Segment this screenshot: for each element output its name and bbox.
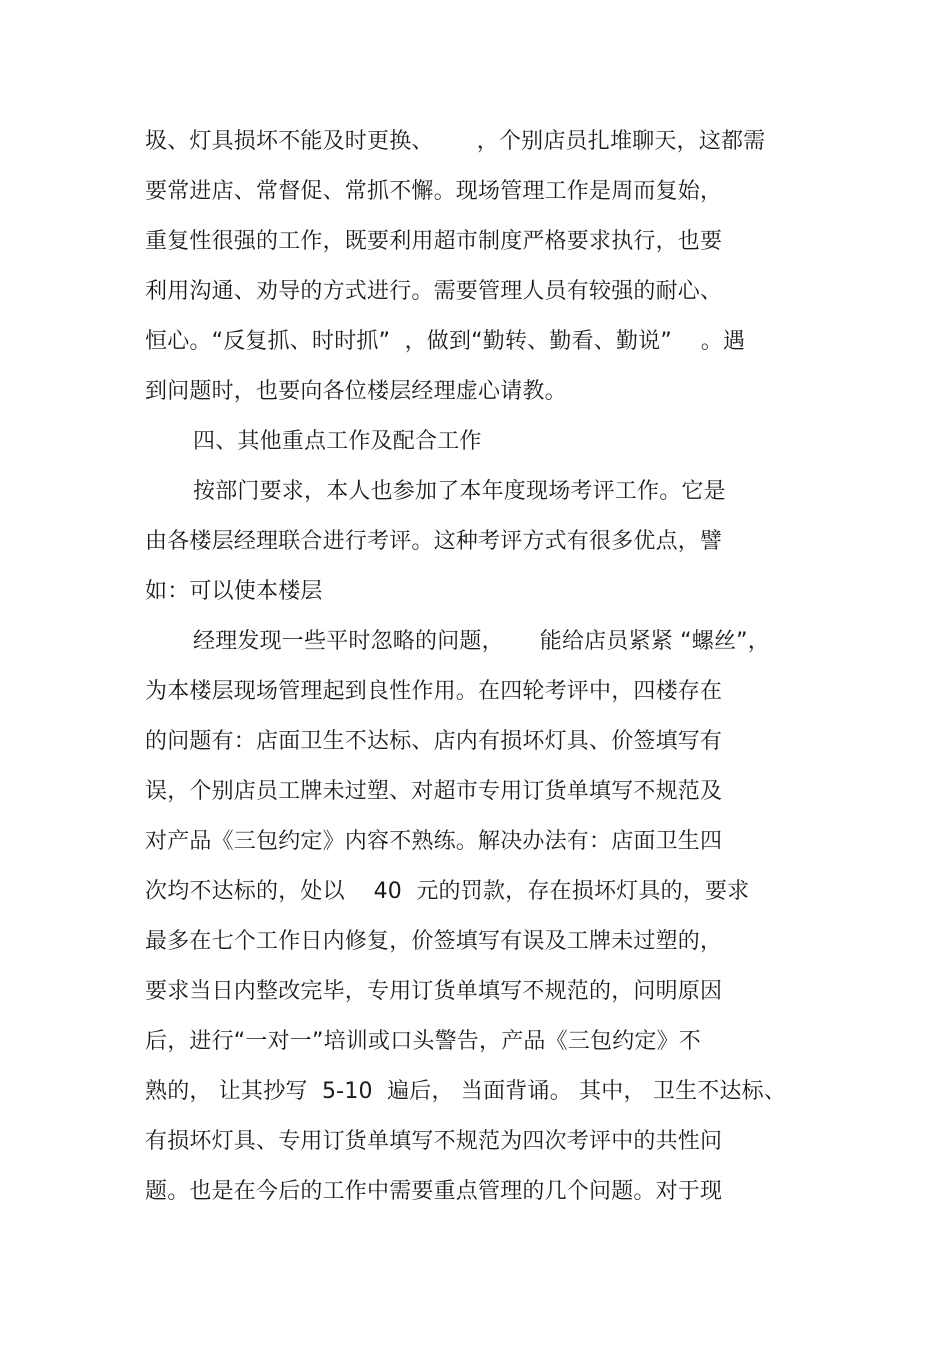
text-line: 次均不达标的，处以 40 元的罚款，存在损坏灯具的，要求 [145,879,750,904]
text-line: 到问题时，也要向各位楼层经理虚心请教。 [145,379,567,404]
text-line: 经理发现一些平时忽略的问题， 能给店员紧紧 “螺丝”， [193,629,770,654]
text-line: 重复性很强的工作，既要利用超市制度严格要求执行，也要 [145,229,723,254]
text-line: 题。也是在今后的工作中需要重点管理的几个问题。对于现 [145,1179,723,1204]
text-line: 由各楼层经理联合进行考评。这种考评方式有很多优点，譬 [145,529,723,554]
section-heading: 四、其他重点工作及配合工作 [193,429,482,454]
text-line: 误，个别店员工牌未过塑、对超市专用订货单填写不规范及 [145,779,723,804]
text-line: 圾、灯具损坏不能及时更换、 ，个别店员扎堆聊天，这都需 [145,129,766,154]
text-line: 对产品《三包约定》内容不熟练。解决办法有：店面卫生四 [145,829,723,854]
text-line: 熟的， 让其抄写 5-10 遍后， 当面背诵。 其中， 卫生不达标、 [145,1079,787,1104]
text-line: 要求当日内整改完毕，专用订货单填写不规范的，问明原因 [145,979,723,1004]
text-line: 的问题有：店面卫生不达标、店内有损坏灯具、价签填写有 [145,729,723,754]
text-line: 恒心。“反复抓、时时抓” ，做到“勤转、勤看、勤说” 。遇 [145,329,746,354]
text-line: 后，进行“一对一”培训或口头警告，产品《三包约定》不 [145,1029,701,1054]
text-line: 利用沟通、劝导的方式进行。需要管理人员有较强的耐心、 [145,279,723,304]
text-line: 最多在七个工作日内修复，价签填写有误及工牌未过塑的， [145,929,723,954]
text-line: 有损坏灯具、专用订货单填写不规范为四次考评中的共性问 [145,1129,723,1154]
text-line: 如：可以使本楼层 [145,579,323,604]
text-line: 按部门要求，本人也参加了本年度现场考评工作。它是 [193,479,726,504]
text-line: 为本楼层现场管理起到良性作用。在四轮考评中，四楼存在 [145,679,723,704]
text-line: 要常进店、常督促、常抓不懈。现场管理工作是周而复始， [145,179,723,204]
